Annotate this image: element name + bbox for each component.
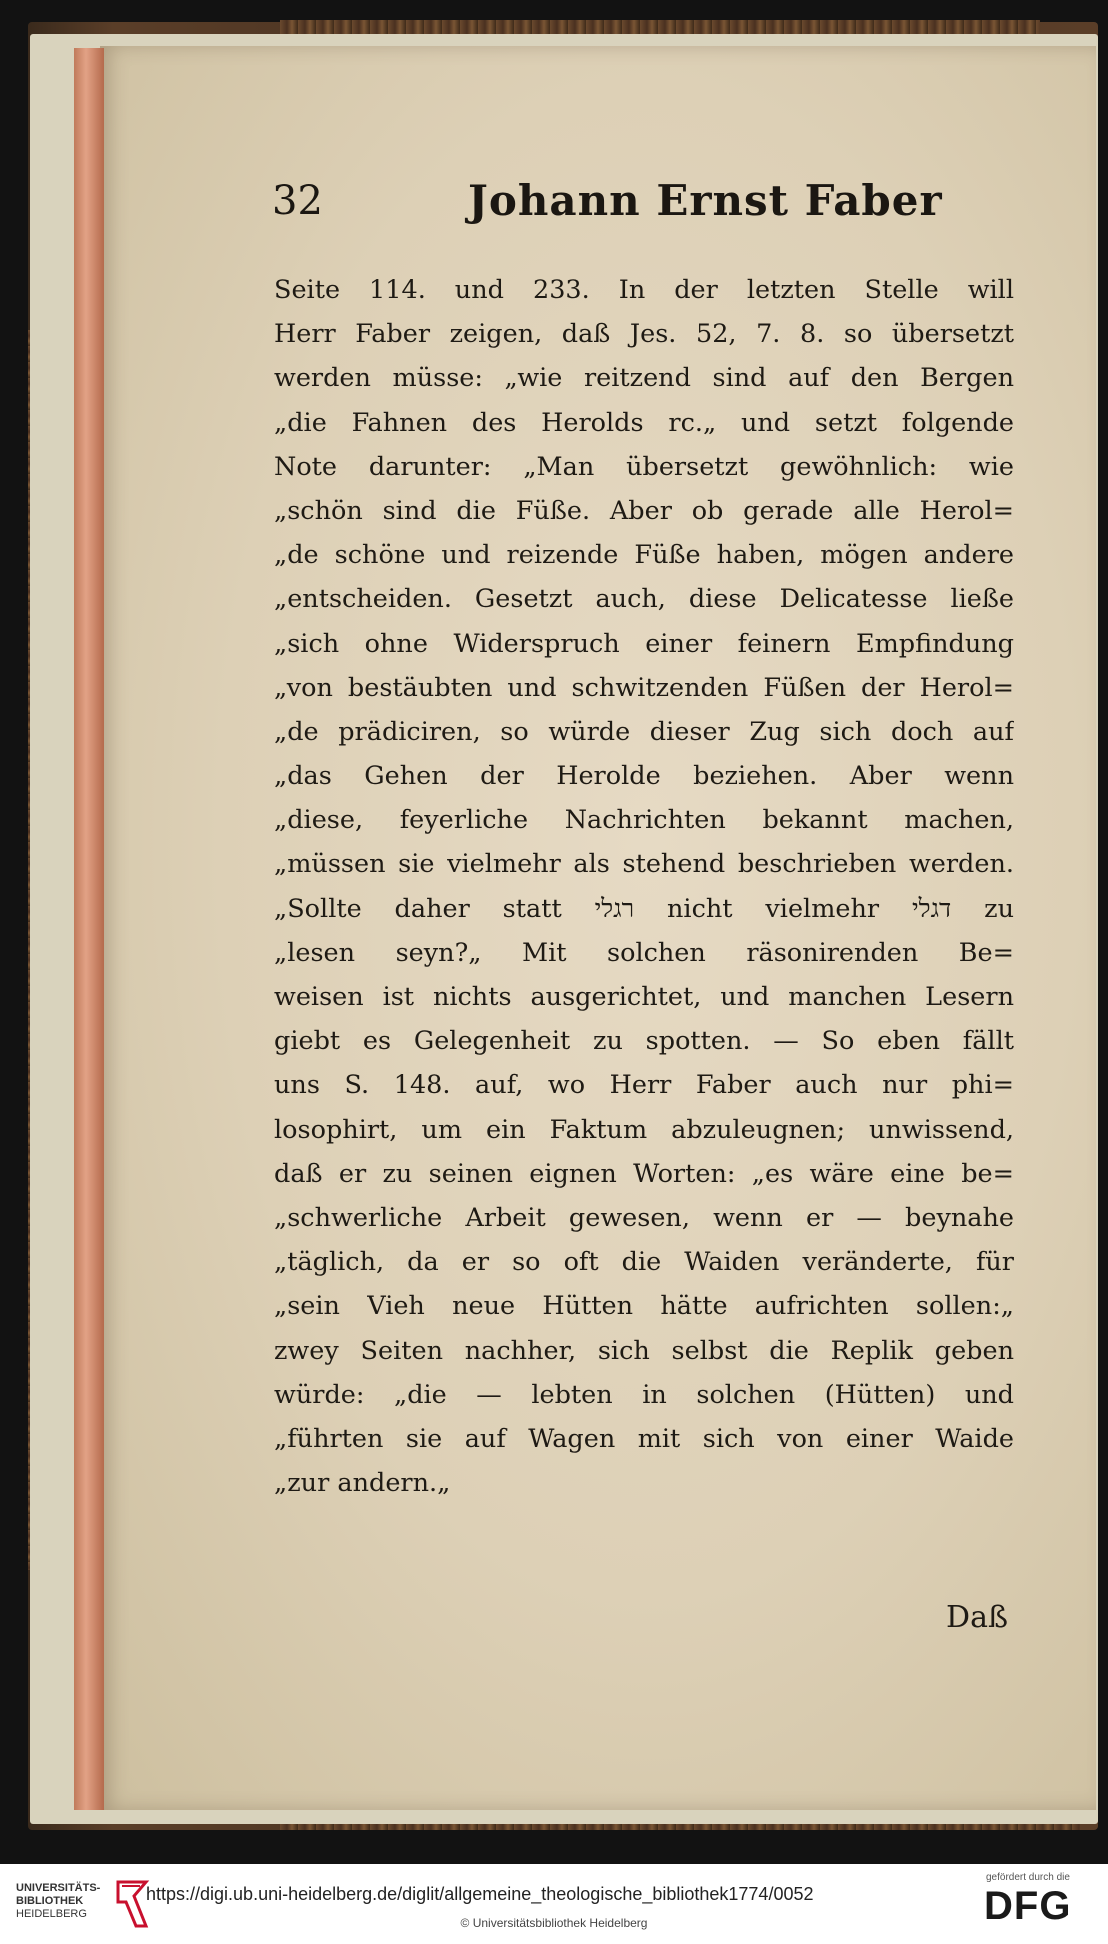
- text-line: „Sollte daher statt רגלי nicht vielmehr דגלי zu: [274, 893, 1014, 924]
- dfg-logo: DFG: [984, 1884, 1072, 1928]
- library-name-line: HEIDELBERG: [16, 1908, 87, 1920]
- text-line: „de prädiciren, so würde dieser Zug sich doch auf: [274, 716, 1014, 747]
- page-edge: [74, 48, 104, 1810]
- running-head: Johann Ernst Faber: [468, 176, 943, 225]
- page-header: [272, 172, 1012, 242]
- library-name-line: BIBLIOTHEK: [16, 1895, 84, 1907]
- text-line: „die Fahnen des Herolds rc.„ und setzt folgende: [274, 407, 1014, 438]
- text-line: weisen ist nichts ausgerichtet, und manchen Lesern: [274, 982, 1014, 1012]
- funding-label: gefördert durch die: [986, 1872, 1070, 1883]
- text-line: giebt es Gelegenheit zu spotten. — So eben fällt: [274, 1026, 1014, 1057]
- text-line: werden müsse: „wie reitzend sind auf den Bergen: [274, 363, 1014, 394]
- catchword: Daß: [946, 1600, 1008, 1635]
- text-line: „führten sie auf Wagen mit sich von einer Waide: [274, 1423, 1014, 1454]
- text-line: „von bestäubten und schwitzenden Füßen der Herol=: [274, 672, 1014, 703]
- text-line: „schön sind die Füße. Aber ob gerade alle Herol=: [274, 495, 1014, 526]
- text-line: würde: „die — lebten in solchen (Hütten) und: [274, 1379, 1014, 1410]
- text-line: „sich ohne Widerspruch einer feinern Empfindung: [274, 628, 1014, 659]
- text-line: „das Gehen der Herolde beziehen. Aber wenn: [274, 761, 1014, 792]
- text-line: „entscheiden. Gesetzt auch, diese Delicatesse ließe: [274, 584, 1014, 615]
- text-line: „lesen seyn?„ Mit solchen räsonirenden Be=: [274, 937, 1014, 968]
- copyright-notice: © Universitätsbibliothek Heidelberg: [460, 1916, 648, 1930]
- library-name-line: UNIVERSITÄTS-: [16, 1882, 101, 1894]
- viewer-footer: [0, 1864, 1108, 1944]
- text-line: „diese, feyerliche Nachrichten bekannt machen,: [274, 805, 1014, 836]
- page-number: 32: [272, 178, 323, 224]
- text-line: uns S. 148. auf, wo Herr Faber auch nur phi=: [274, 1070, 1014, 1101]
- text-line: „zur andern.„: [274, 1468, 451, 1499]
- text-line: Seite 114. und 233. In der letzten Stelle will: [274, 275, 1014, 305]
- text-line: „de schöne und reizende Füße haben, mögen andere: [274, 540, 1014, 571]
- text-line: „müssen sie vielmehr als stehend beschrieben werden.: [274, 849, 1014, 880]
- text-line: losophirt, um ein Faktum abzuleugnen; unwissend,: [274, 1114, 1014, 1145]
- text-line: daß er zu seinen eignen Worten: „es wäre eine be=: [274, 1158, 1014, 1189]
- page-url-link[interactable]: https://digi.ub.uni-heidelberg.de/diglit/allgemeine_theologische_bibliothek1774/0052: [146, 1884, 814, 1904]
- text-line: „täglich, da er so oft die Waiden veränderte, für: [274, 1247, 1014, 1278]
- body-text: [274, 268, 1014, 1505]
- text-line: „sein Vieh neue Hütten hätte aufrichten sollen:„: [274, 1291, 1014, 1322]
- text-line: zwey Seiten nachher, sich selbst die Replik geben: [274, 1335, 1014, 1366]
- text-line: Note darunter: „Man übersetzt gewöhnlich: wie: [274, 451, 1014, 482]
- text-line: Herr Faber zeigen, daß Jes. 52, 7. 8. so übersetzt: [274, 319, 1014, 350]
- text-line: „schwerliche Arbeit gewesen, wenn er — beynahe: [274, 1202, 1014, 1233]
